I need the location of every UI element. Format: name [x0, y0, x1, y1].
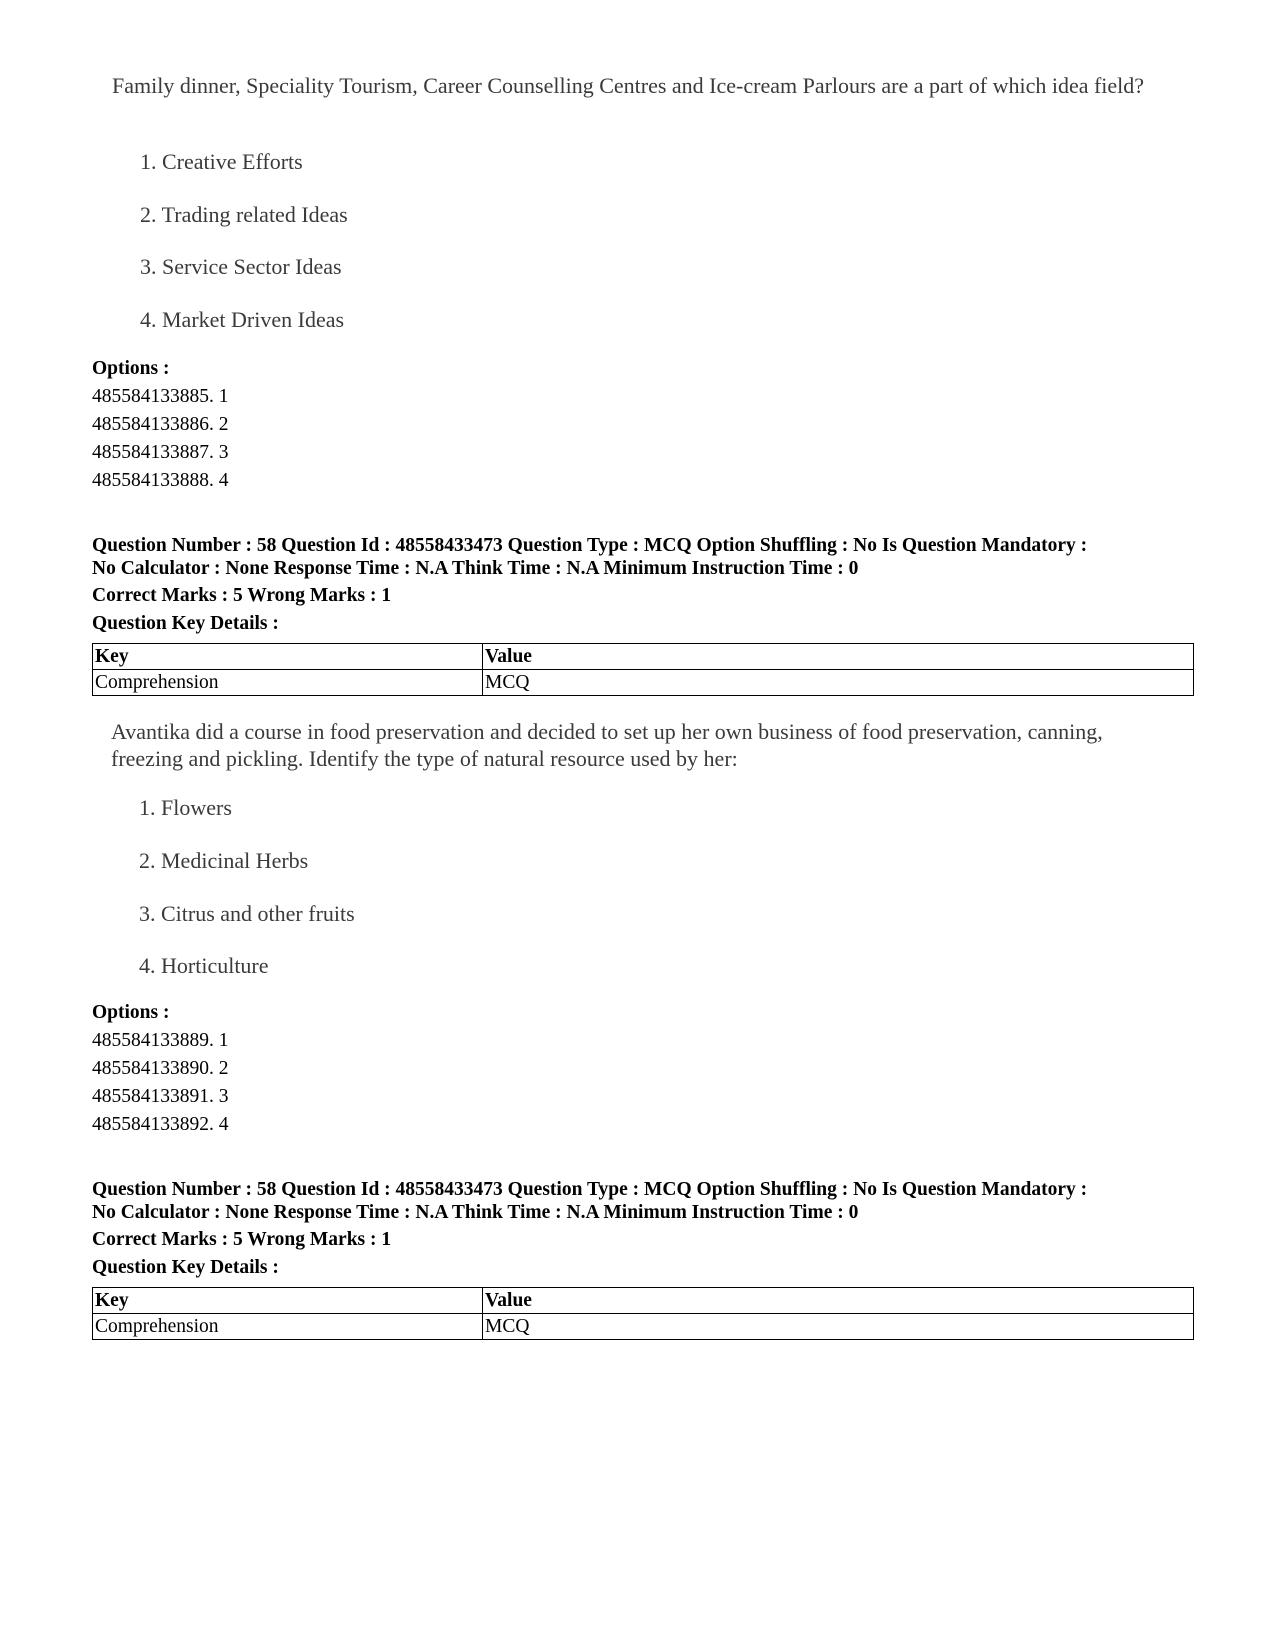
option-item: 485584133888. 4	[92, 470, 229, 491]
question-2-choice-4: 4. Horticulture	[139, 953, 269, 978]
option-item: 485584133890. 2	[92, 1058, 229, 1079]
marks-line: Correct Marks : 5 Wrong Marks : 1	[92, 585, 392, 606]
table-header-row	[93, 644, 1194, 670]
option-item: 485584133885. 1	[92, 386, 229, 407]
option-item: 485584133886. 2	[92, 414, 229, 435]
table-cell-value: MCQ	[483, 1314, 1194, 1340]
option-item: 485584133891. 3	[92, 1086, 229, 1107]
table-header-key: Key	[93, 644, 483, 670]
key-details-label: Question Key Details :	[92, 1257, 279, 1278]
question-meta-line: Question Number : 58 Question Id : 48558433473 Question Type : MCQ Option Shuffling : No Is Question Mandatory :	[92, 1179, 1088, 1200]
table-row	[93, 670, 1194, 696]
table-header-value: Value	[483, 1288, 1194, 1314]
key-details-label: Question Key Details :	[92, 613, 279, 634]
question-1-choice-3: 3. Service Sector Ideas	[140, 254, 342, 279]
question-3-header	[92, 1178, 1087, 1279]
question-2-choice-1: 1. Flowers	[139, 795, 232, 820]
marks-line: Correct Marks : 5 Wrong Marks : 1	[92, 1229, 392, 1250]
table-header-row	[93, 1288, 1194, 1314]
question-1-choice-4: 4. Market Driven Ideas	[140, 307, 345, 332]
question-1-choice-2: 2. Trading related Ideas	[140, 202, 348, 227]
table-cell-key: Comprehension	[93, 670, 483, 696]
question-1-image	[112, 72, 1162, 332]
table-header-key: Key	[93, 1288, 483, 1314]
question-1-options	[92, 355, 229, 495]
question-meta-line: Question Number : 58 Question Id : 48558433473 Question Type : MCQ Option Shuffling : No Is Question Mandatory :	[92, 535, 1088, 556]
question-1-choice-1: 1. Creative Efforts	[140, 149, 303, 174]
table-header-value: Value	[483, 644, 1194, 670]
options-label: Options :	[92, 1002, 170, 1023]
table-row	[93, 1314, 1194, 1340]
question-2-options	[92, 999, 229, 1139]
option-item: 485584133887. 3	[92, 442, 229, 463]
question-meta-line: No Calculator : None Response Time : N.A Think Time : N.A Minimum Instruction Time : 0	[92, 1202, 859, 1223]
question-2-choice-2: 2. Medicinal Herbs	[139, 848, 309, 873]
question-2-text: Avantika did a course in food preservation and decided to set up her own business of food preservation, canning, freezing and pickling. Identify the type of natural resource used by her:	[111, 719, 1103, 771]
question-2-choice-3: 3. Citrus and other fruits	[139, 901, 355, 926]
option-item: 485584133892. 4	[92, 1114, 229, 1135]
question-1-text: Family dinner, Speciality Tourism, Career Counselling Centres and Ice-cream Parlours are a part of which idea field?	[112, 73, 1145, 98]
question-2-key-table	[92, 643, 1194, 696]
question-2-image	[111, 718, 1161, 978]
question-2-header	[92, 534, 1087, 635]
question-3-key-table	[92, 1287, 1194, 1340]
options-label: Options :	[92, 358, 170, 379]
table-cell-value: MCQ	[483, 670, 1194, 696]
table-cell-key: Comprehension	[93, 1314, 483, 1340]
option-item: 485584133889. 1	[92, 1030, 229, 1051]
question-meta-line: No Calculator : None Response Time : N.A Think Time : N.A Minimum Instruction Time : 0	[92, 558, 859, 579]
